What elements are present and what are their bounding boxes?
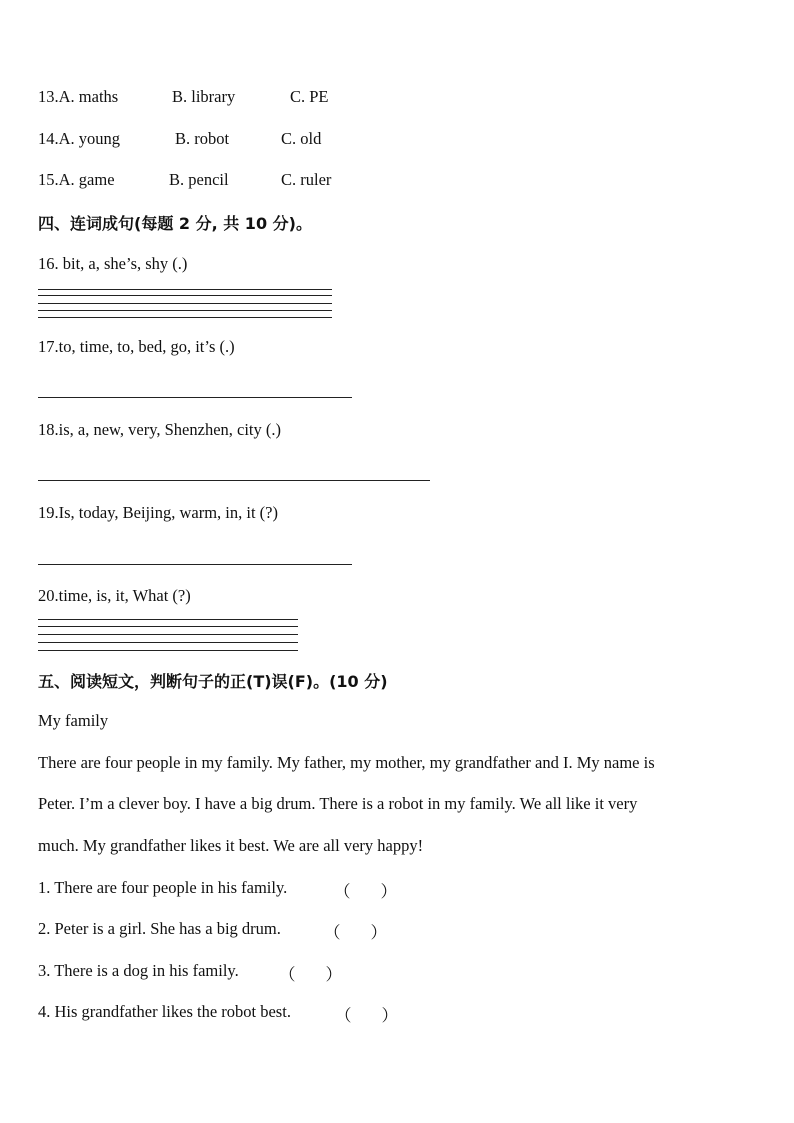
passage-line: much. My grandfather likes it best. We are all very happy!: [38, 836, 424, 855]
passage-title: My family: [38, 711, 109, 730]
passage-line: Peter. I’m a clever boy. I have a big drum. There is a robot in my family. We all like it very: [38, 794, 638, 813]
answer-line: [38, 295, 332, 296]
choice-b: B. pencil: [169, 170, 229, 189]
question-1: 1. There are four people in his family.: [38, 878, 288, 897]
choice-c: C. old: [281, 129, 322, 148]
answer-bracket-3[interactable]: [279, 961, 342, 985]
answer-line: [38, 310, 332, 311]
choice-row-13: [38, 87, 118, 107]
passage-line: There are four people in my family. My father, my mother, my grandfather and I. My name is: [38, 753, 655, 772]
answer-bracket-2[interactable]: [324, 919, 387, 943]
answer-line: [38, 480, 430, 481]
section-5-title: 五、阅读短文，判断句子的正(T)误(F)。(10 分): [38, 672, 388, 691]
answer-line: [38, 642, 298, 643]
answer-line: [38, 289, 332, 290]
choice-a: A. young: [58, 129, 121, 148]
answer-line: [38, 317, 332, 318]
answer-line: [38, 303, 332, 304]
section-4-title: 四、连词成句(每题 2 分, 共 10 分)。: [38, 214, 312, 233]
choice-num: 15.: [38, 170, 59, 189]
bracket-close: ）: [370, 923, 387, 942]
answer-line: [38, 634, 298, 635]
bracket-close: ）: [325, 965, 342, 984]
item-17: 17.to, time, to, bed, go, it’s (.): [38, 337, 235, 356]
bracket-close: ）: [380, 882, 397, 901]
choice-a: A. game: [58, 170, 115, 189]
choice-num: 13.: [38, 87, 59, 106]
question-4: 4. His grandfather likes the robot best.: [38, 1002, 291, 1021]
answer-line: [38, 619, 298, 620]
bracket-open: （: [334, 882, 351, 901]
choice-a: A. maths: [58, 87, 119, 106]
item-19: 19.Is, today, Beijing, warm, in, it (?): [38, 503, 278, 522]
question-2: 2. Peter is a girl. She has a big drum.: [38, 919, 281, 938]
choice-b: B. robot: [175, 129, 230, 148]
bracket-close: ）: [381, 1006, 398, 1025]
item-20: 20.time, is, it, What (?): [38, 586, 191, 605]
choice-c: C. PE: [290, 87, 329, 106]
question-3: 3. There is a dog in his family.: [38, 961, 239, 980]
choice-c: C. ruler: [281, 170, 332, 189]
choice-row-15: [38, 170, 115, 190]
item-18: 18.is, a, new, very, Shenzhen, city (.): [38, 420, 281, 439]
answer-bracket-4[interactable]: [335, 1002, 398, 1026]
choice-num: 14.: [38, 129, 59, 148]
answer-bracket-1[interactable]: [334, 878, 397, 902]
item-16: 16. bit, a, she’s, shy (.): [38, 254, 188, 273]
answer-line: [38, 650, 298, 651]
bracket-open: （: [279, 965, 296, 984]
bracket-open: （: [324, 923, 341, 942]
bracket-open: （: [335, 1006, 352, 1025]
answer-line: [38, 564, 352, 565]
answer-line: [38, 397, 352, 398]
answer-line: [38, 626, 298, 627]
choice-b: B. library: [172, 87, 236, 106]
choice-row-14: [38, 129, 120, 149]
